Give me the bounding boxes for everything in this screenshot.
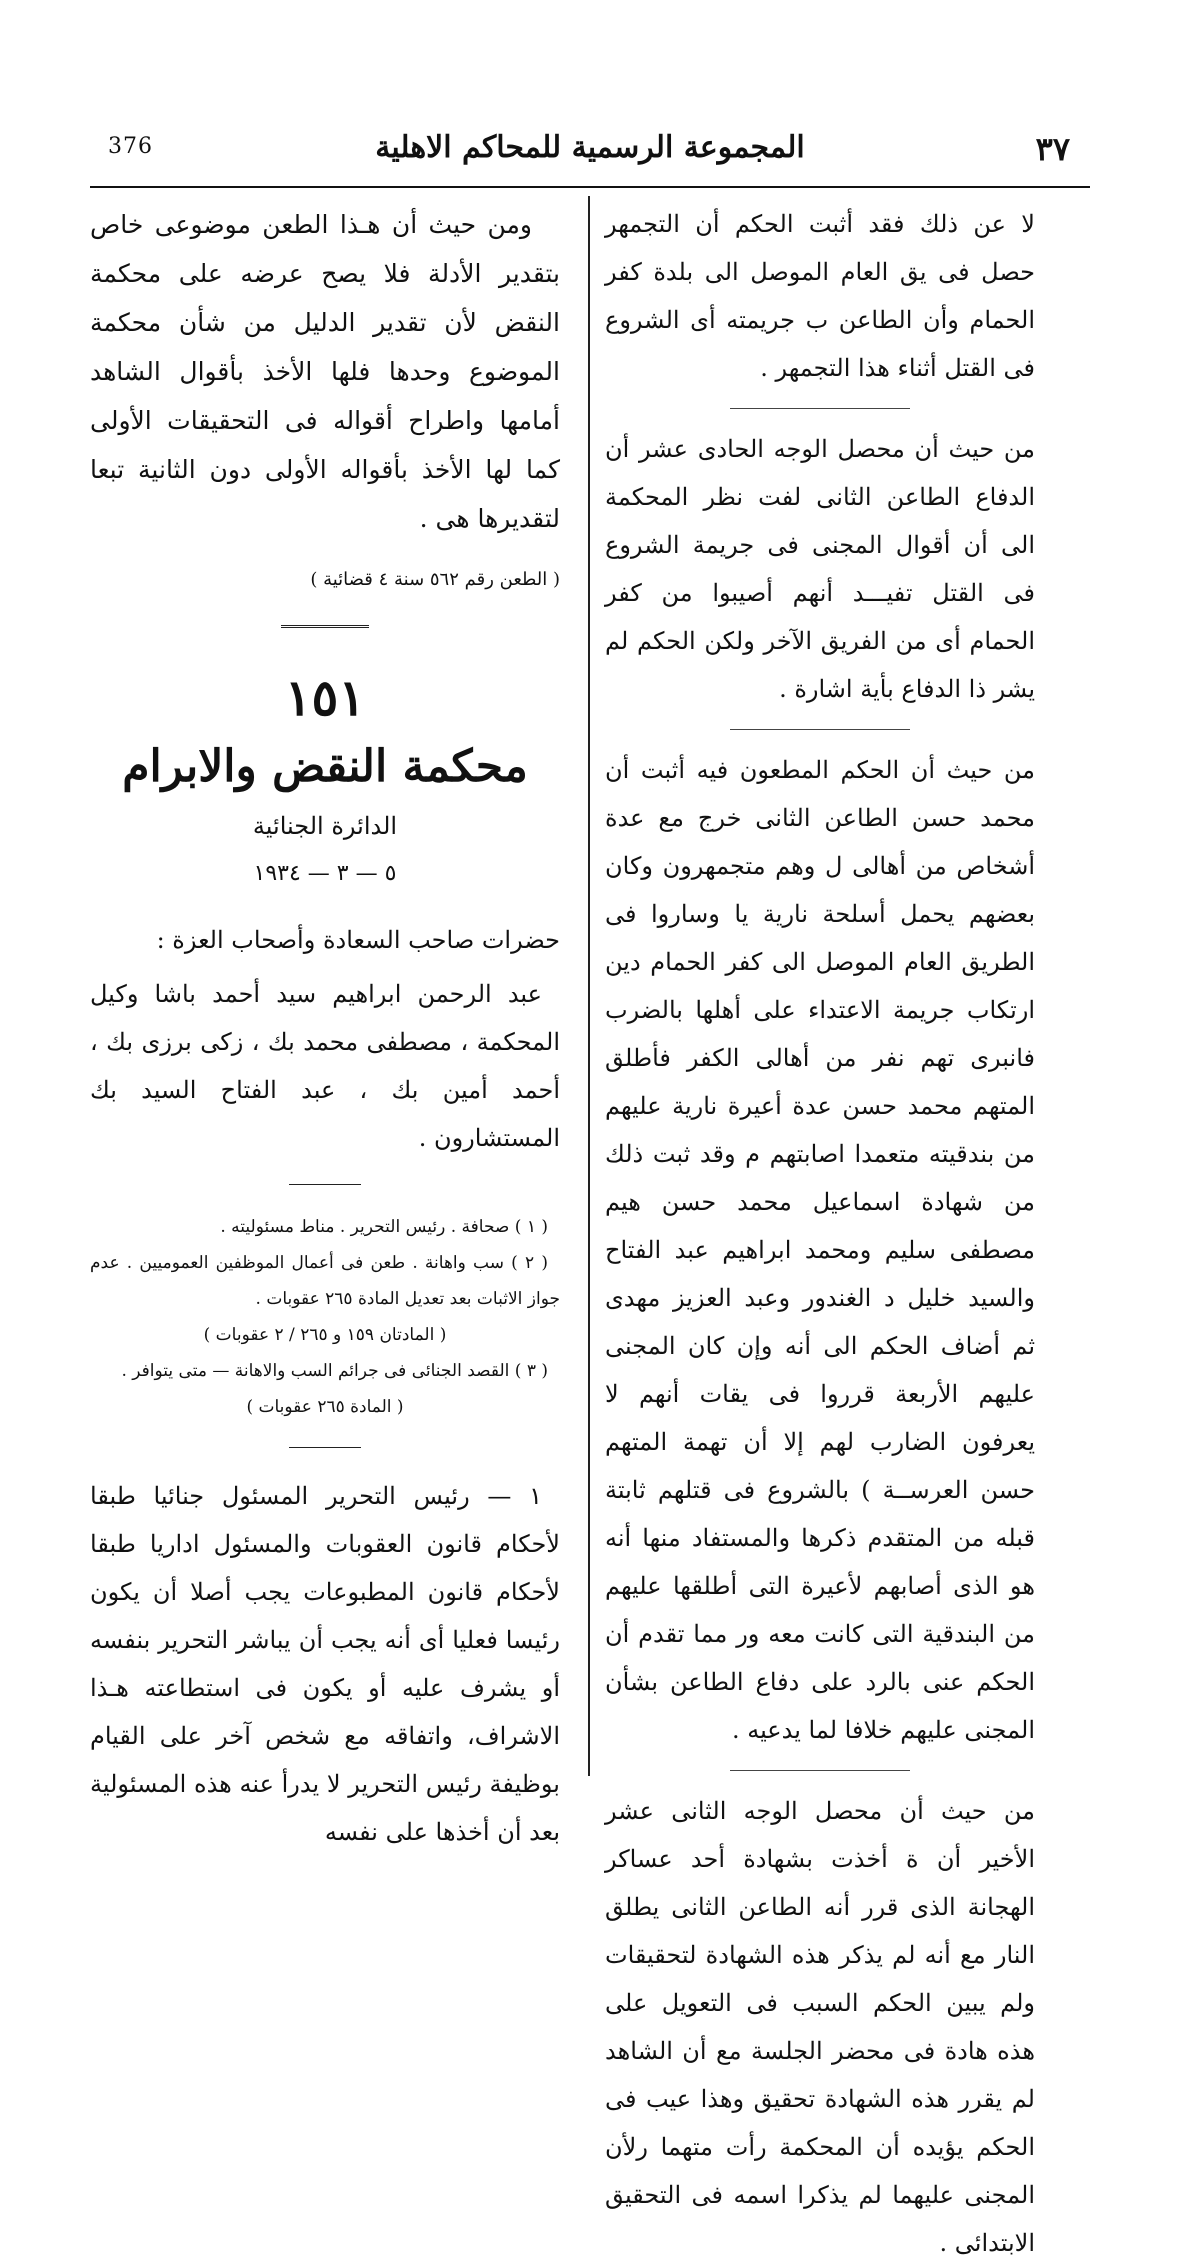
paragraph-rule — [730, 408, 910, 409]
text-paragraph: من حيث أن الحكم المطعون فيه أثبت أن محمد حسن الطاعن الثانى خرج مع عدة أشخاص من أهالى ل وهم متجمهرون وكان بعضهم يحمل أسلحة نارية يا وساروا فى الطريق العام الموصل الى كفر الحمام دين ارتكاب جريمة الاعتداء على أهلها بالضرب فانبرى تهم نفر من أهالى الكفر فأطلق المتهم محمد حسن عدة أعيرة نارية عليهم من بندقيته متعمدا اصابتهم م وقد ثبت ذلك من شهادة اسماعيل محمد حسن هيم مصطفى سليم ومحمد ابراهيم عبد الفتاح والسيد خليل د الغندور وعبد العزيز مهدى ثم أضاف الحكم الى أنه وإن كان المجنى عليهم الأربعة قرروا فى يقات أنهم لا يعرفون الضارب لهم إلا أن تهمة المتهم حسن العرســة ) بالشروع فى قتلهم ثابتة قبله من المتقدم ذكرها والمستفاد منها أنه هو الذى أصابهم لأعيرة التى أطلقها عليهم من البندقية التى كانت معه ور مما تقدم أن الحكم عنى بالرد على دفاع الطاعن بشأن المجنى عليهم خلافا لما يدعيه . — [605, 756, 1035, 1744]
double-rule — [281, 625, 369, 632]
header-rule — [90, 186, 1090, 188]
page-header — [100, 130, 1080, 180]
headnote: ( ٢ ) سب واهانة . طعن فى أعمال الموظفين العموميين . عدم جواز الاثبات بعد تعديل المادة ٢٦٥ عقوبات . — [90, 1253, 560, 1309]
short-rule — [289, 1447, 361, 1448]
continuation-paragraph: ومن حيث أن هـذا الطعن موضوعى خاص بتقدير الأدلة فلا يصح عرضه على محكمة النقض لأن تقدير الدليل من شأن محكمة الموضوع وحدها فلها الأخذ بأقوال الشاهد أمامها واطراح أقواله فى التحقيقات الأولى كما لها الأخذ بأقواله الأولى دون الثانية تبعا لتقديرها هى . — [90, 210, 560, 533]
headnote-reference: ( المادتان ١٥٩ و ٢٦٥ / ٢ عقوبات ) — [203, 1325, 447, 1345]
bench-heading: حضرات صاحب السعادة وأصحاب العزة : — [156, 926, 560, 954]
running-title: المجموعة الرسمية للمحاكم الاهلية — [375, 130, 805, 165]
session-date: ٥ — ٣ — ١٩٣٤ — [253, 861, 397, 886]
text-paragraph: من حيث أن محصل الوجه الحادى عشر أن الدفاع الطاعن الثانى لفت نظر المحكمة الى أن أقوال المجنى فى جريمة الشروع فى القتل تفيـــد أنهم أصيبوا من كفر الحمام أى من الفريق الآخر ولكن الحكم لم يشر ذا الدفاع بأية اشارة . — [605, 435, 1035, 703]
paragraph-rule — [730, 729, 910, 730]
ruling-principle-1: ١ — رئيس التحرير المسئول جنائيا طبقا لأحكام قانون العقوبات والمسئول اداريا طبقا لأحكام قانون المطبوعات يجب أصلا أن يكون رئيسا فعليا أى أنه يجب أن يباشر التحرير بنفسه أو يشرف عليه أو يكون فى استطاعته هـذا الاشراف، واتفاقه مع شخص آخر على القيام بوظيفة رئيس التحرير لا يدرأ عنه هذه المسئولية بعد أن أخذها على نفسه — [90, 1482, 560, 1846]
page-number-arabic: ٣٧ — [1035, 130, 1070, 168]
circuit-name: الدائرة الجنائية — [252, 812, 398, 840]
left-column — [90, 200, 560, 1856]
page-number-latin: 376 — [108, 134, 153, 159]
judges-list: عبد الرحمن ابراهيم سيد أحمد باشا وكيل المحكمة ، مصطفى محمد بك ، زكى برزى بك ، أحمد أمين بك ، عبد الفتاح السيد بك المستشارون . — [90, 980, 560, 1152]
appeal-citation: ( الطعن رقم ٥٦٢ سنة ٤ قضائية ) — [310, 569, 560, 590]
court-name: محكمة النقض والابرام — [122, 741, 528, 792]
paragraph-rule — [730, 1770, 910, 1771]
headnote: ( ٣ ) القصد الجنائى فى جرائم السب والاهانة — متى يتوافر . — [121, 1361, 548, 1381]
short-rule — [289, 1184, 361, 1185]
headnote: ( ١ ) صحافة . رئيس التحرير . مناط مسئوليته . — [220, 1217, 548, 1237]
headnote-reference: ( المادة ٢٦٥ عقوبات ) — [246, 1397, 404, 1417]
text-paragraph: لا عن ذلك فقد أثبت الحكم أن التجمهر حصل فى يق العام الموصل الى بلدة كفر الحمام وأن الطاعن ب جريمته أى الشروع فى القتل أثناء هذا التجمهر . — [605, 210, 1035, 382]
column-divider — [588, 196, 590, 1776]
case-number: ١٥١ — [284, 668, 366, 727]
text-paragraph: من حيث أن محصل الوجه الثانى عشر الأخير أن ة أخذت بشهادة أحد عساكر الهجانة الذى قرر أنه الطاعن الثانى يطلق النار مع أنه لم يذكر هذه الشهادة لتحقيقات ولم يبين الحكم السبب فى التعويل على هذه هادة فى محضر الجلسة مع أن الشاهد لم يقرر هذه الشهادة تحقيق وهذا عيب فى الحكم يؤيده أن المحكمة رأت متهما رلأن المجنى عليهما لم يذكرا اسمه فى التحقيق الابتدائى . — [605, 1797, 1035, 2257]
right-column — [605, 200, 1035, 2267]
